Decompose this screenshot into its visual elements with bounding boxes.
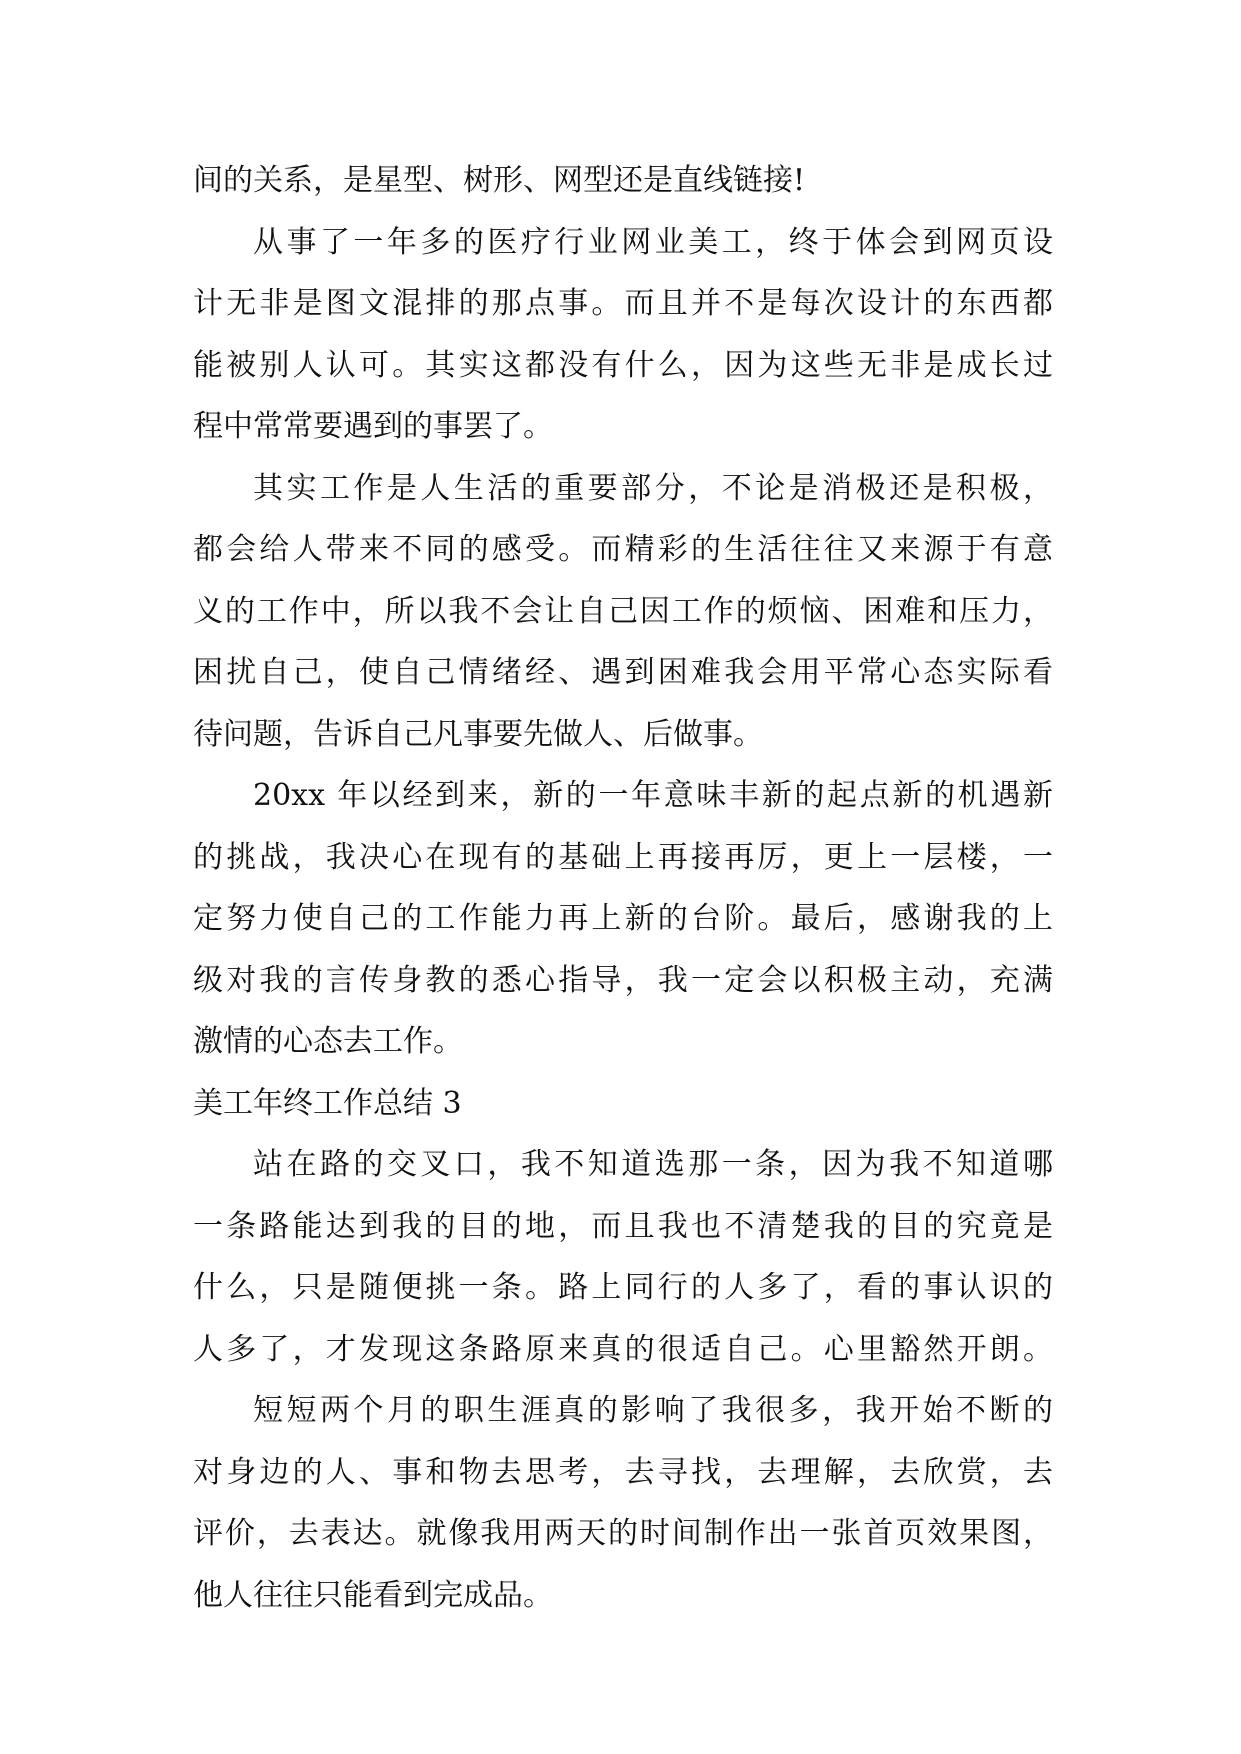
section-heading: 美工年终工作总结 3 [193, 1085, 462, 1121]
text-line: 他人往往只能看到完成品。 [193, 1577, 553, 1613]
text-line: 的挑战，我决心在现有的基础上再接再厉，更上一层楼，一 [193, 839, 1053, 875]
text-line: 评价，去表达。就像我用两天的时间制作出一张首页效果图， [193, 1516, 1053, 1551]
text-line: 激情的心态去工作。 [193, 1024, 463, 1059]
paragraph-first-line: 20xx 年以经到来，新的一年意味丰新的起点新的机遇新 [253, 778, 1053, 813]
text-line: 义的工作中，所以我不会让自己因工作的烦恼、困难和压力， [193, 593, 1053, 629]
text-line: 能被别人认可。其实这都没有什么，因为这些无非是成长过 [193, 347, 1053, 383]
paragraph-first-line: 短短两个月的职生涯真的影响了我很多，我开始不断的 [253, 1393, 1053, 1428]
text-line: 什么，只是随便挑一条。路上同行的人多了，看的事认识的 [193, 1270, 1053, 1305]
document-body [193, 150, 1053, 1626]
text-line: 都会给人带来不同的感受。而精彩的生活往往又来源于有意 [193, 532, 1053, 567]
text-line: 人多了，才发现这条路原来真的很适自己。心里豁然开朗。 [193, 1331, 1053, 1367]
text-line: 级对我的言传身教的悉心指导，我一定会以积极主动，充满 [193, 962, 1053, 998]
paragraph-first-line: 从事了一年多的医疗行业网业美工，终于体会到网页设 [253, 224, 1053, 260]
text-line: 待问题，告诉自己凡事要先做人、后做事。 [193, 716, 763, 752]
paragraph-first-line: 站在路的交叉口，我不知道选那一条，因为我不知道哪 [253, 1147, 1053, 1182]
text-line: 定努力使自己的工作能力再上新的台阶。最后，感谢我的上 [193, 901, 1053, 936]
text-line: 程中常常要遇到的事罢了。 [193, 409, 553, 444]
text-line: 计无非是图文混排的那点事。而且并不是每次设计的东西都 [193, 286, 1053, 321]
paragraph-first-line: 其实工作是人生活的重要部分，不论是消极还是积极， [253, 470, 1053, 506]
text-line: 困扰自己，使自己情绪经、遇到困难我会用平常心态实际看 [193, 655, 1053, 690]
text-line: 对身边的人、事和物去思考，去寻找，去理解，去欣赏，去 [193, 1454, 1053, 1490]
text-line: 间的关系，是星型、树形、网型还是直线链接! [193, 163, 806, 198]
text-line: 一条路能达到我的目的地，而且我也不清楚我的目的究竟是 [193, 1208, 1053, 1244]
